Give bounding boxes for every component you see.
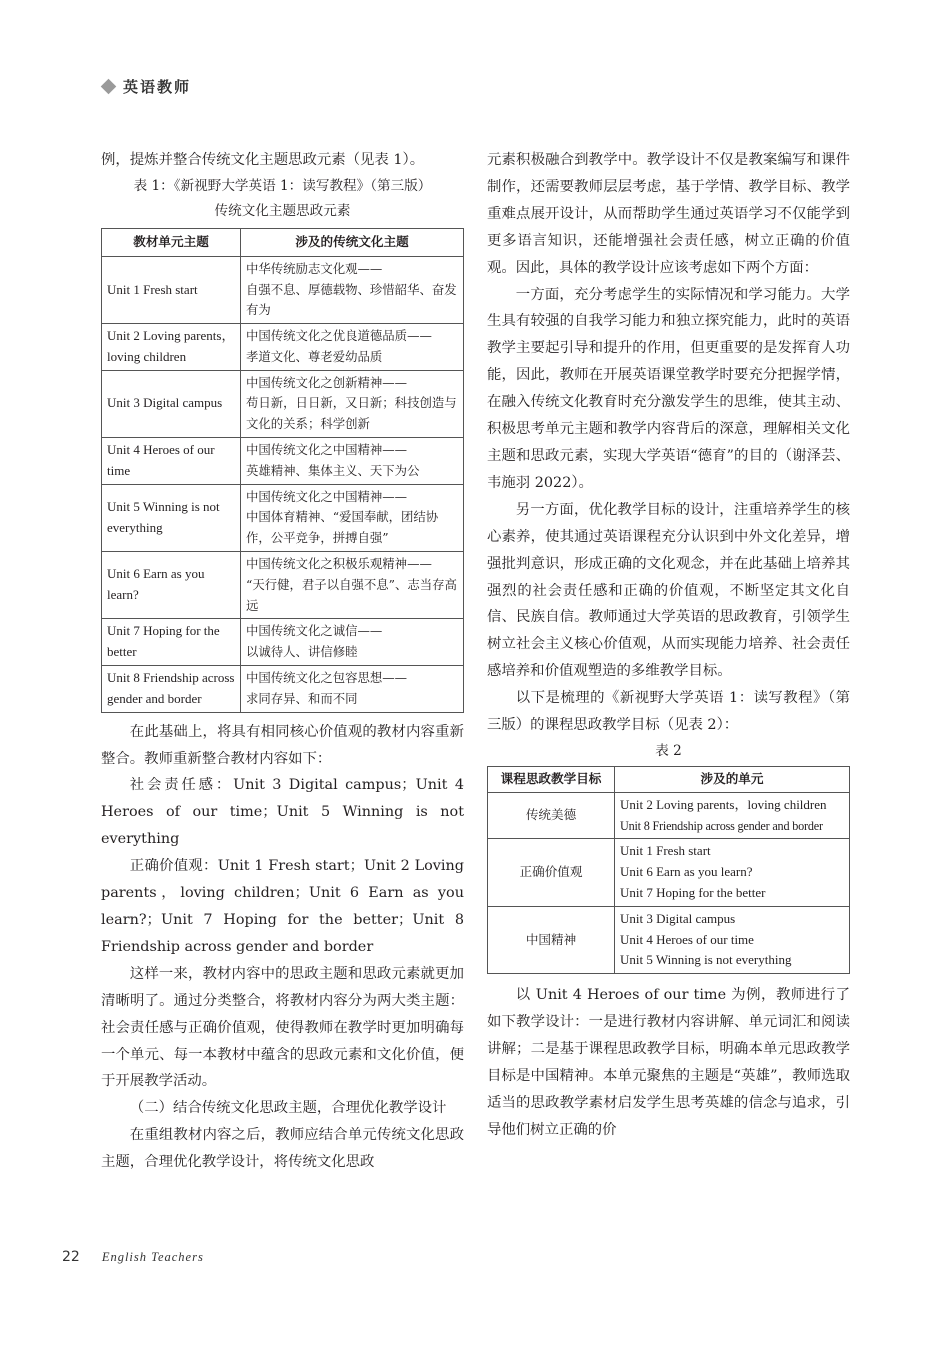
- theme-cell: [241, 256, 464, 323]
- table-row: [488, 792, 850, 839]
- unit-cell: Unit 5 Winning is not everything: [102, 484, 241, 551]
- unit-cell: Unit 7 Hoping for the better: [102, 619, 241, 666]
- table1-caption-line2: 传统文化主题思政元素: [214, 202, 351, 219]
- theme-detail: “天行健，君子以自强不息”、志当存高远: [246, 576, 457, 613]
- table-2: [487, 766, 850, 974]
- unit-entry: Unit 6 Earn as you learn?: [620, 864, 753, 880]
- theme-cell: [241, 438, 464, 485]
- unit-entry: Unit 3 Digital campus: [620, 910, 736, 926]
- page-footer: [62, 1249, 204, 1265]
- table-row: [102, 370, 464, 437]
- theme-title: 中国传统文化之诚信——: [246, 623, 383, 639]
- theme-detail: 苟日新，日日新，又日新；科技创造与文化的关系；科学创新: [246, 395, 457, 432]
- units-cell: [615, 839, 850, 906]
- table-row: [102, 324, 464, 371]
- left-column: [101, 147, 464, 1176]
- unit-entry: Unit 2 Loving parents，loving children: [620, 796, 827, 812]
- journal-name: 英语教师: [123, 77, 192, 96]
- theme-detail: 求同存异、和而不同: [246, 690, 358, 706]
- table-row: [102, 552, 464, 619]
- theme-title: 中华传统励志文化观——: [246, 260, 383, 276]
- theme-title: 中国传统文化之包容思想——: [246, 670, 408, 686]
- goal-cell: 传统美德: [488, 792, 615, 839]
- paragraph: 在此基础上，将具有相同核心价值观的教材内容重新整合。教师重新整合教材内容如下：: [101, 723, 464, 767]
- table-row: [102, 438, 464, 485]
- table-row: [102, 619, 464, 666]
- goal-cell: 正确价值观: [488, 839, 615, 906]
- column-header: 涉及的单元: [615, 766, 850, 792]
- table-1: [101, 228, 464, 713]
- right-column: [487, 147, 850, 1144]
- table-header-row: [488, 766, 850, 792]
- journal-english-name: English Teachers: [101, 1250, 204, 1264]
- column-header: 课程思政教学目标: [488, 766, 615, 792]
- paragraph: 这样一来，教材内容中的思政主题和思政元素就更加清晰明了。通过分类整合，将教材内容分为两大类主题：社会责任感与正确价值观，使得教师在教学时更加明确每一个单元、每一本教材中蕴含的思政元素和文化价值，便于开展教学活动。: [101, 965, 464, 1090]
- theme-title: 中国传统文化之优良道德品质——: [246, 328, 432, 344]
- paragraph: 正确价值观：Unit 1 Fresh start；Unit 2 Loving parents，loving children；Unit 6 Earn as you learn?；Unit 7 Hoping for the better；Unit 8 Friendship across gender and border: [101, 858, 464, 955]
- paragraph: 在重组教材内容之后，教师应结合单元传统文化思政主题，合理优化教学设计，将传统文化思政: [101, 1127, 464, 1171]
- unit-cell: Unit 3 Digital campus: [102, 370, 241, 437]
- theme-title: 中国传统文化之积极乐观精神——: [246, 556, 432, 572]
- paragraph: 例，提炼并整合传统文化主题思政元素（见表 1）。: [101, 152, 425, 168]
- units-cell: [615, 792, 850, 839]
- theme-title: 中国传统文化之创新精神——: [246, 374, 408, 390]
- paragraph: 以下是梳理的《新视野大学英语 1：读写教程》（第三版）的课程思政教学目标（见表 2）：: [487, 690, 850, 734]
- goal-cell: 中国精神: [488, 906, 615, 973]
- unit-cell: Unit 6 Earn as you learn?: [102, 552, 241, 619]
- theme-detail: 孝道文化、尊老爱幼品质: [246, 348, 383, 364]
- theme-title: 中国传统文化之中国精神——: [246, 488, 408, 504]
- unit-entry: Unit 5 Winning is not everything: [620, 952, 792, 968]
- unit-entry: Unit 4 Heroes of our time: [620, 931, 754, 947]
- paragraph: 一方面，充分考虑学生的实际情况和学习能力。大学生具有较强的自我学习能力和独立探究能力，此时的英语教学主要起引导和提升的作用，但更重要的是发挥育人功能，因此，教师在开展英语课堂教学时要充分把握学情，在融入传统文化教育时充分激发学生的思维，使其主动、积极思考单元主题和教学内容背后的深意，理解相关文化主题和思政元素，实现大学英语“德育”的目的（谢泽芸、韦施羽 2022）。: [487, 286, 850, 491]
- table1-caption: 表 1：《新视野大学英语 1：读写教程》（第三版）: [133, 177, 432, 194]
- theme-detail: 中国体育精神、“爱国奉献，团结协作，公平竞争，拼搏自强”: [246, 509, 439, 546]
- table-row: [102, 256, 464, 323]
- running-header: [101, 74, 191, 98]
- table-row: [102, 666, 464, 713]
- paragraph: 社会责任感：Unit 3 Digital campus；Unit 4 Heroes of our time；Unit 5 Winning is not everything: [101, 777, 464, 848]
- theme-detail: 以诚待人、讲信修睦: [246, 644, 358, 660]
- theme-detail: 英雄精神、集体主义、天下为公: [246, 462, 420, 478]
- unit-entry: Unit 7 Hoping for the better: [620, 884, 766, 900]
- page-number: 22: [62, 1249, 80, 1265]
- units-cell: [615, 906, 850, 973]
- table2-caption: 表 2: [655, 742, 682, 759]
- paragraph: 以 Unit 4 Heroes of our time 为例，教师进行了如下教学设计：一是进行教材内容讲解、单元词汇和阅读讲解；二是基于课程思政教学目标，明确本单元思政教学目标是中国精神。本单元聚焦的主题是“英雄”，教师选取适当的思政教学素材启发学生思考英雄的信念与追求，引导他们树立正确的价: [487, 987, 850, 1138]
- theme-cell: [241, 619, 464, 666]
- theme-detail: 自强不息、厚德载物、珍惜韶华、奋发有为: [246, 281, 457, 318]
- unit-cell: Unit 8 Friendship across gender and border: [102, 666, 241, 713]
- column-header: 教材单元主题: [102, 228, 241, 256]
- theme-cell: [241, 666, 464, 713]
- theme-cell: [241, 324, 464, 371]
- paragraph: 元素积极融合到教学中。教学设计不仅是教案编写和课件制作，还需要教师层层考虑，基于学情、教学目标、教学重难点展开设计，从而帮助学生通过英语学习不仅能学到更多语言知识，还能增强社会责任感，树立正确的价值观。因此，具体的教学设计应该考虑如下两个方面：: [487, 152, 850, 276]
- theme-cell: [241, 484, 464, 551]
- theme-title: 中国传统文化之中国精神——: [246, 442, 408, 458]
- table-header-row: [102, 228, 464, 256]
- paragraph: 另一方面，优化教学目标的设计，注重培养学生的核心素养，使其通过英语课程充分认识到中外文化差异，增强批判意识，形成正确的文化观念，并在此基础上培养其强烈的社会责任感和正确的价值观，不断坚定其文化自信、民族自信。教师通过大学英语的思政教育，引领学生树立社会主义核心价值观，从而实现能力培养、社会责任感培养和价值观塑造的多维教学目标。: [487, 501, 850, 680]
- theme-cell: [241, 370, 464, 437]
- column-header: 涉及的传统文化主题: [241, 228, 464, 256]
- table-row: [488, 839, 850, 906]
- unit-entry: Unit 8 Friendship across gender and border: [620, 818, 823, 833]
- unit-entry: Unit 1 Fresh start: [620, 843, 711, 859]
- unit-cell: Unit 4 Heroes of our time: [102, 438, 241, 485]
- unit-cell: Unit 1 Fresh start: [102, 256, 241, 323]
- section-heading: （二）结合传统文化思政主题，合理优化教学设计: [129, 1100, 447, 1117]
- diamond-icon: [101, 78, 117, 94]
- theme-cell: [241, 552, 464, 619]
- table-row: [488, 906, 850, 973]
- table-row: [102, 484, 464, 551]
- unit-cell: Unit 2 Loving parents，loving children: [102, 324, 241, 371]
